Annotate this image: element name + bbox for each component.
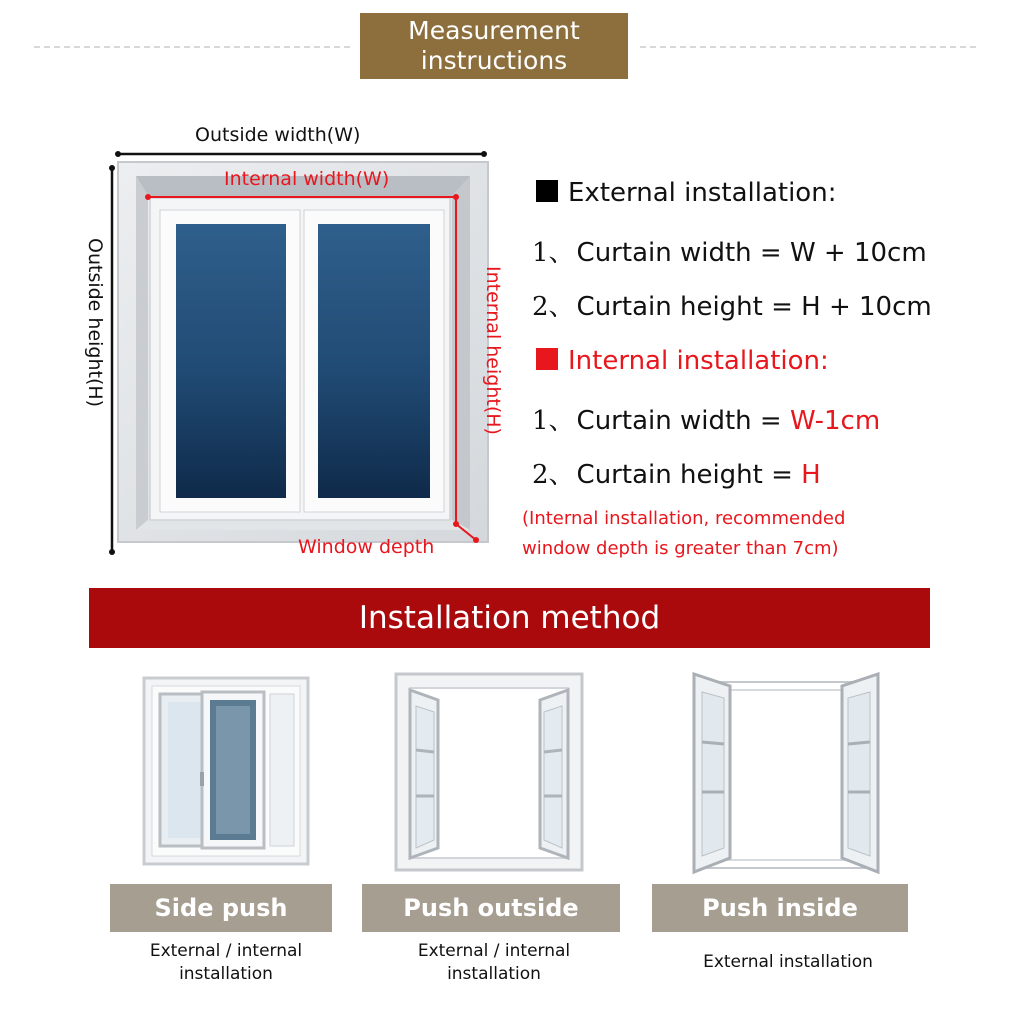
push-inside-window-image xyxy=(688,668,888,878)
push-outside-caption: External / internal installation xyxy=(417,941,571,984)
internal-height-label: Internal height(H) xyxy=(482,266,504,435)
external-width-rule: 1、Curtain width = W + 10cm xyxy=(532,238,927,268)
external-heading xyxy=(532,178,836,208)
internal-width-rule: 1、Curtain width = W-1cm xyxy=(532,406,881,436)
internal-heading-text: Internal installation: xyxy=(568,346,829,376)
red-square-icon xyxy=(536,348,558,370)
push-inside-label: Push inside xyxy=(652,884,908,932)
header-divider-right xyxy=(640,46,976,48)
right-glass-pane xyxy=(318,224,430,498)
push-inside-caption: External installation xyxy=(703,952,873,972)
side-push-window-image xyxy=(138,672,318,872)
depth-note-line2: window depth is greater than 7cm) xyxy=(522,538,839,559)
external-heading-text: External installation: xyxy=(568,178,837,208)
internal-height-rule: 2、Curtain height = H xyxy=(532,460,821,490)
installation-method-banner: Installation method xyxy=(89,588,930,648)
depth-note-line1: (Internal installation, recommended xyxy=(522,508,846,529)
internal-width-label: Internal width(W) xyxy=(224,168,390,190)
outside-height-label: Outside height(H) xyxy=(84,238,106,408)
internal-heading xyxy=(532,346,829,376)
black-square-icon xyxy=(536,180,558,202)
window-diagram xyxy=(0,0,520,580)
push-outside-window-image xyxy=(392,670,592,880)
side-push-label: Side push xyxy=(110,884,332,932)
window-depth-label: Window depth xyxy=(298,536,435,558)
page-title-line2: instructions xyxy=(420,46,568,75)
outside-width-label: Outside width(W) xyxy=(195,124,361,146)
side-push-caption: External / internal installation xyxy=(149,941,303,984)
left-glass-pane xyxy=(176,224,286,498)
page-title-line1: Measurement xyxy=(408,16,580,45)
external-height-rule: 2、Curtain height = H + 10cm xyxy=(532,292,932,322)
push-outside-label: Push outside xyxy=(362,884,620,932)
